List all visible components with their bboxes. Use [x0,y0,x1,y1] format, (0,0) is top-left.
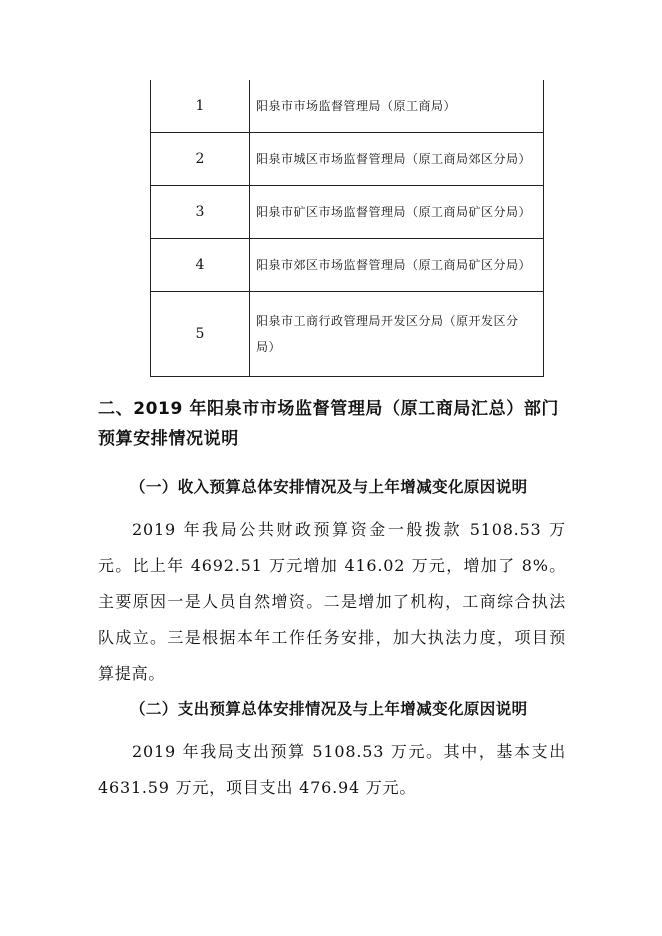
subsection-heading-expense: （二）支出预算总体安排情况及与上年增减变化原因说明 [130,700,528,718]
row-number: 5 [151,292,250,377]
subsection-heading-income: （一）收入预算总体安排情况及与上年增减变化原因说明 [130,478,528,496]
section-heading: 二、2019 年阳泉市市场监督管理局（原工商局汇总）部门预算安排情况说明 [98,399,560,449]
table-row [151,133,544,186]
table-row [151,239,544,292]
row-number: 1 [151,80,250,133]
row-number: 3 [151,186,250,239]
unit-name: 阳泉市工商行政管理局开发区分局（原开发区分局） [250,292,544,377]
income-paragraph-text: 2019 年我局公共财政预算资金一般拨款 5108.53 万元。比上年 4692.51 万元增加 416.02 万元，增加了 8%。主要原因一是人员自然增资。二是增加了机构，工商综合执法队成立。三是根据本年工作任务安排，加大执法力度，项目预算提高。 [98,520,566,683]
unit-name: 阳泉市市场监督管理局（原工商局） [250,80,544,133]
table-row [151,292,544,377]
row-number: 4 [151,239,250,292]
units-table [150,80,544,377]
expense-paragraph-text: 2019 年我局支出预算 5108.53 万元。其中，基本支出 4631.59 万元，项目支出 476.94 万元。 [98,742,566,797]
table-row [151,80,544,133]
expense-paragraph [98,734,566,806]
unit-name: 阳泉市城区市场监督管理局（原工商局郊区分局） [250,133,544,186]
table-row [151,186,544,239]
income-paragraph [98,512,566,692]
unit-name: 阳泉市矿区市场监督管理局（原工商局矿区分局） [250,186,544,239]
row-number: 2 [151,133,250,186]
unit-name: 阳泉市郊区市场监督管理局（原工商局矿区分局） [250,239,544,292]
